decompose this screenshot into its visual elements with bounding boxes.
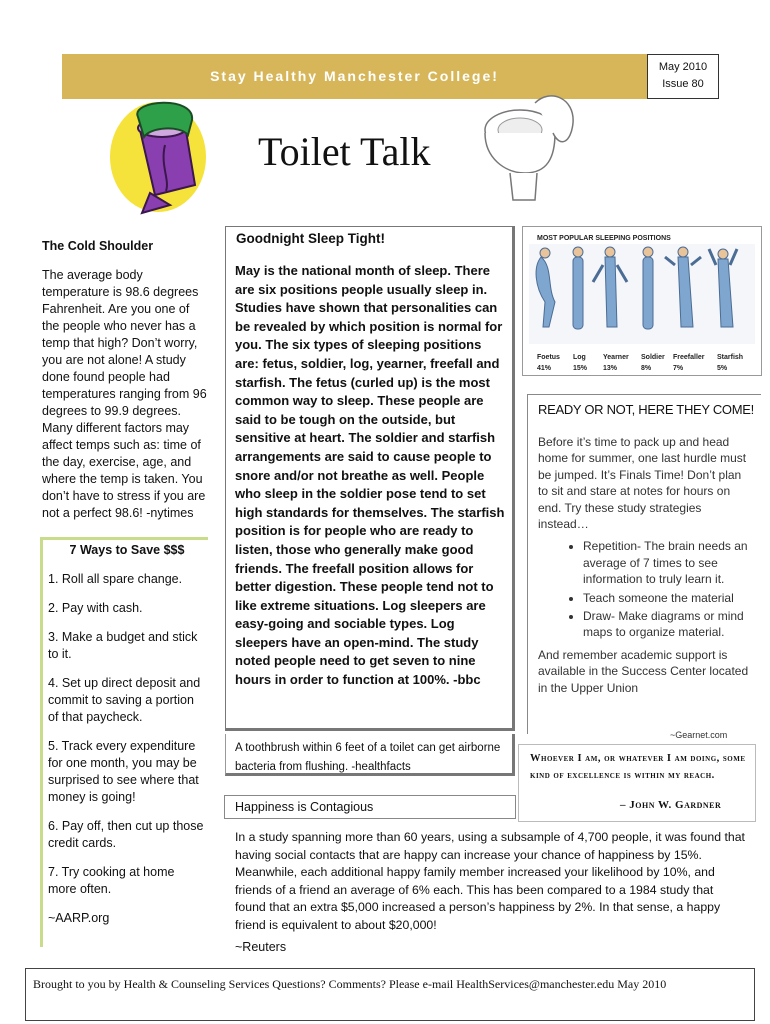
- issue-box: [647, 54, 719, 99]
- sleep-body: May is the national month of sleep. There are six positions people usually sleep in. Studies have shown that personalities can be revealed by which position is normal for you. The six types of sleeping positions are: fetus, soldier, log, yearner, freefall and starfish. The fetus (curled up) is the most common way to sleep. These people are said to be tough on the outside, but sensitive at heart. The soldier and starfish arrangements are said to cause people to snore and/or not breathe as well. People who sleep in the soldier pose tend to set high standards for themselves. The starfish position is for people who are ready to listen, those who generally make good friends. The freefall position allows for better digestion. These people tend not to like extreme situations. Log sleepers are easy-going and sociable types. Log sleepers have an open-mind. The study noted people need to get seven to nine hours in order to function at 100%. -bbc: [235, 263, 505, 688]
- save-item: 6. Pay off, then cut up those credit cards.: [48, 819, 204, 850]
- cold-shoulder-heading: The Cold Shoulder: [42, 239, 154, 253]
- position-pct: 41%: [537, 365, 552, 372]
- position-label: Freefaller: [673, 354, 705, 361]
- banner-text: Stay Healthy Manchester College!: [210, 68, 499, 84]
- position-label: Yearner: [603, 354, 629, 361]
- position-pct: 7%: [673, 365, 684, 372]
- position-pct: 8%: [641, 365, 652, 372]
- happiness-source: ~Reuters: [235, 940, 287, 954]
- issue-date: May 2010: [658, 61, 708, 73]
- sleeping-positions-figure: [522, 226, 762, 376]
- toothbrush-fact: A toothbrush within 6 feet of a toilet can get airborne bacteria from flushing. -healthfacts: [225, 734, 515, 776]
- study-tip: • Teach someone the material: [583, 590, 750, 606]
- quote-author: – John W. Gardner: [620, 799, 722, 811]
- position-label: Log: [573, 354, 586, 361]
- save-item: 4. Set up direct deposit and commit to saving a portion of that paycheck.: [48, 676, 201, 724]
- ready-source: ~Gearnet.com: [670, 730, 728, 740]
- position-label: Foetus: [537, 354, 560, 361]
- footer-text: Brought to you by Health & Counseling Services Questions? Comments? Please e-mail HealthServices@manchester.edu May 2010: [33, 977, 667, 991]
- save-item: 3. Make a budget and stick to it.: [48, 630, 198, 661]
- toilet-illustration: [475, 88, 580, 208]
- save-heading: 7 Ways to Save $$$: [69, 543, 185, 557]
- ready-intro: Before it’s time to pack up and head home for summer, one last hurdle must be jumped. It’s Finals Time! Don’t plan to sit and stare at notes for hours on end. Try these study strategies instead…: [538, 435, 747, 532]
- ready-outro: And remember academic support is available in the Success Center located in the Upper Union: [538, 647, 749, 695]
- ready-heading: READY OR NOT, HERE THEY COME!: [538, 402, 754, 417]
- toilet-paper-illustration: [100, 95, 215, 220]
- study-tip: • Repetition- The brain needs an average of 7 times to see information to truly learn it.: [583, 538, 750, 587]
- quote-text: Whoever I am, or whatever I am doing, some kind of excellence is within my reach.: [530, 753, 746, 781]
- study-tips-list: [538, 538, 750, 640]
- position-pct: 15%: [573, 365, 588, 372]
- sleep-heading: Goodnight Sleep Tight!: [236, 231, 385, 246]
- position-label: Soldier: [641, 354, 665, 361]
- newsletter-title: Toilet Talk: [258, 129, 431, 174]
- ways-to-save: [48, 542, 206, 939]
- position-label: Starfish: [717, 354, 744, 361]
- issue-number: Issue 80: [662, 78, 704, 90]
- footer-box: [25, 968, 755, 1021]
- happiness-heading: Happiness is Contagious: [235, 800, 374, 814]
- position-pct: 13%: [603, 365, 618, 372]
- save-source: ~AARP.org: [48, 911, 110, 925]
- study-tip: • Draw- Make diagrams or mind maps to organize material.: [583, 608, 750, 641]
- happiness-body: In a study spanning more than 60 years, using a subsample of 4,700 people, it was found that having social contacts that are happy can increase your chance of happiness by 15%. Meanwhile, each additional happy family member increased your likelihood by 10%, and friends of a friend an average of 6% each. This has been compared to a 1984 study that found that an extra $5,000 increased a person’s happiness by 2%. In that sense, a happy friend is equivalent to about $20,000!: [235, 830, 745, 932]
- position-pct: 5%: [717, 365, 728, 372]
- ready-article: [538, 434, 750, 696]
- cold-shoulder-body: The average body temperature is 98.6 degrees Fahrenheit. Are you one of the people who never has a temp that high? Don’t worry, you are not alone! A study done found people had temperatures ranging from 96 degrees to 99.9 degrees. Many different factors may affect temps such as: time of the day, exercise, age, and where the temp is taken. You don’t have to stress if you are not a perfect 98.6! -nytimes: [42, 268, 207, 520]
- save-item: 1. Roll all spare change.: [48, 572, 183, 586]
- save-item: 2. Pay with cash.: [48, 601, 143, 615]
- figure-title: MOST POPULAR SLEEPING POSITIONS: [537, 235, 671, 242]
- save-item: 7. Try cooking at home more often.: [48, 865, 175, 896]
- cold-shoulder-article: [42, 238, 207, 522]
- save-item: 5. Track every expenditure for one month, you may be surprised to see where that money is going!: [48, 739, 199, 804]
